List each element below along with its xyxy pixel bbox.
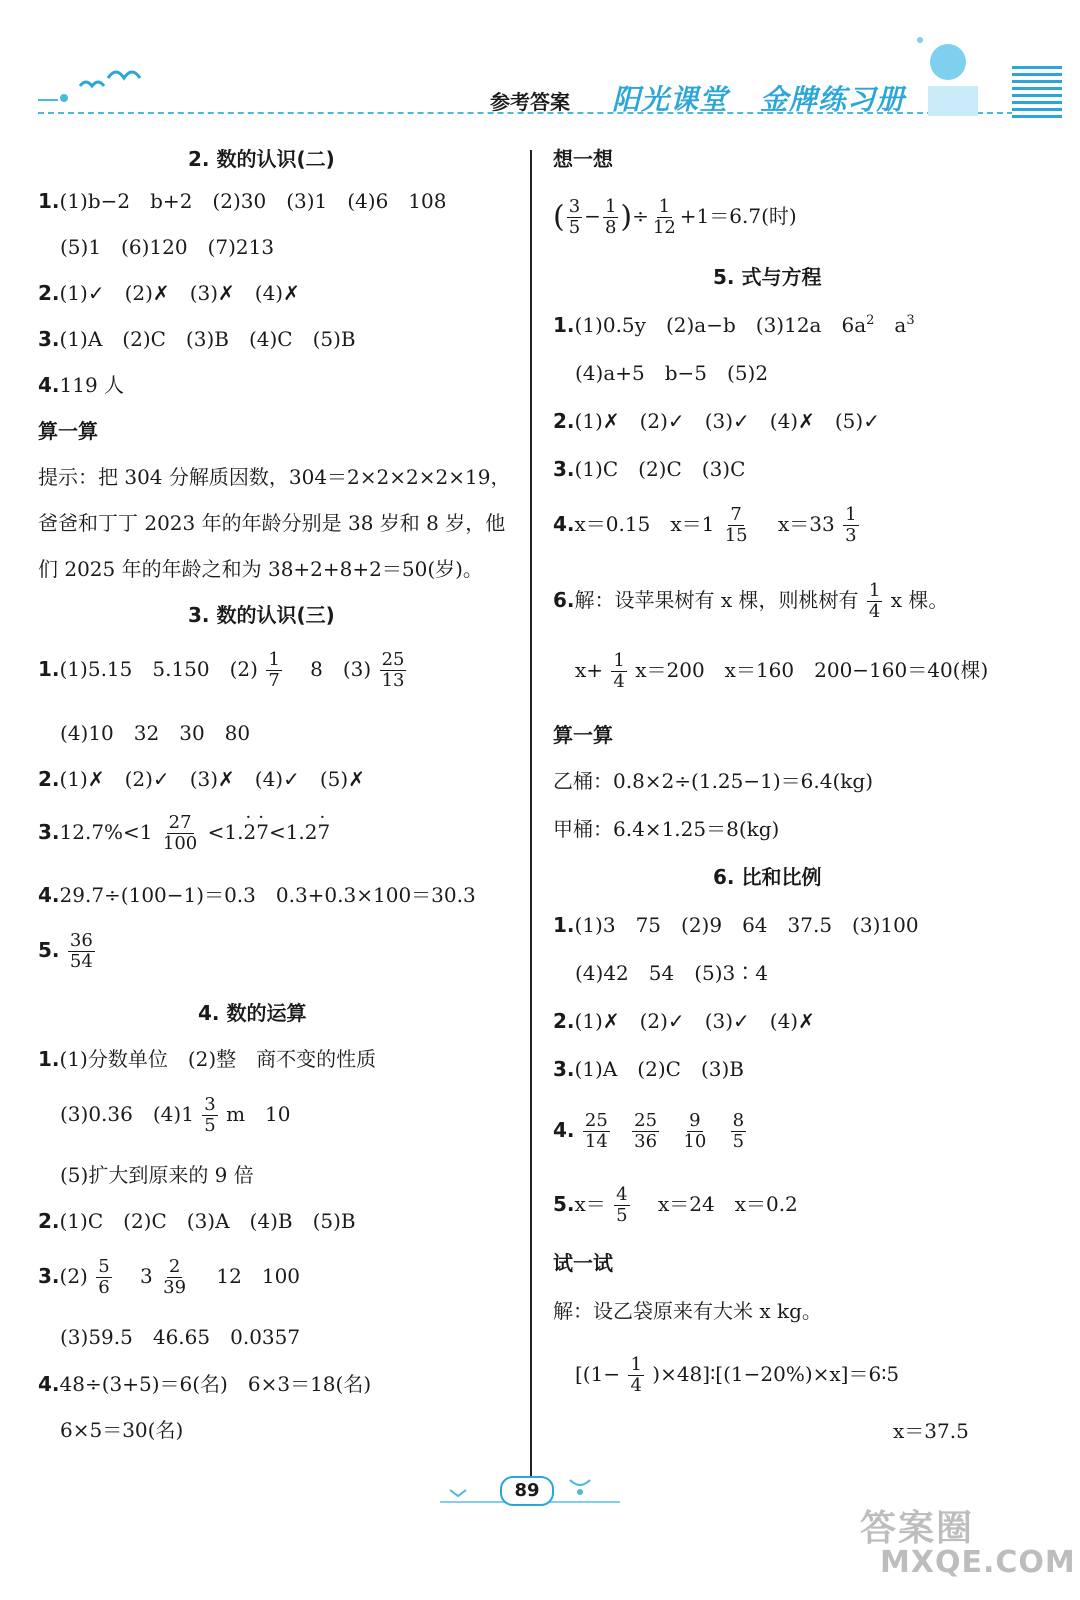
fraction: $\frac{8}{5}$ xyxy=(732,1110,745,1152)
text-line: 爸爸和丁丁 2023 年的年龄分别是 38 岁和 8 岁，他 xyxy=(38,511,506,535)
header-stripes xyxy=(1012,66,1062,122)
fraction: $\frac{2}{39}$ xyxy=(163,1256,187,1298)
answer-line: 6.解：设苹果树有 x 棵，则桃树有 $\frac{1}{4}$ x 棵。 xyxy=(553,580,949,622)
fraction: $\frac{1}{3}$ xyxy=(845,504,857,546)
answer-line: 1.(1)0.5y (2)a−b (3)12a $6a^2$ $a^3$ xyxy=(553,313,915,337)
answer-line: 2.(1)✗ (2)✓ (3)✓ (4)✗ xyxy=(553,1009,815,1033)
fraction: $\frac{4}{5}$ xyxy=(616,1184,628,1226)
answer-line: 1.(1)5.15 5.150 (2) $\frac{1}{7}$ 8 (3) $\frac{25}{13}$ xyxy=(38,649,405,691)
answer-line: 4.48÷(3+5)＝6(名) 6×3＝18(名) xyxy=(38,1372,372,1396)
answer-line: x+ $\frac{1}{4}$ x＝200 x＝160 200−160＝40(棵) xyxy=(575,650,989,692)
answer-line: 3.(1)C (2)C (3)C xyxy=(553,457,746,481)
answer-line: 5. $\frac{36}{54}$ xyxy=(38,930,93,972)
answer-line: 4.29.7÷(100−1)＝0.3 0.3+0.3×100＝30.3 xyxy=(38,883,476,907)
header-label: 参考答案 xyxy=(490,90,570,114)
subsection-title: 算一算 xyxy=(553,723,613,747)
answer-line: 4.x＝0.15 x＝1 $\frac{7}{15}$ x＝33 $\frac{1}{3}$ xyxy=(553,504,857,546)
fraction: $\frac{36}{54}$ xyxy=(69,930,93,972)
answer-line: (4)a+5 b−5 (5)2 xyxy=(575,361,769,385)
answer-line: 6×5＝30(名) xyxy=(60,1418,184,1442)
fraction: $\frac{25}{36}$ xyxy=(634,1110,658,1152)
answer-line: 2.(1)✗ (2)✓ (3)✗ (4)✓ (5)✗ xyxy=(38,767,365,791)
answer-line: (4)10 32 30 80 xyxy=(60,721,251,745)
watermark-url: MXQE.COM xyxy=(880,1545,1076,1580)
section-title: 4. 数的运算 xyxy=(198,1001,307,1025)
fraction: $\frac{5}{6}$ xyxy=(98,1256,110,1298)
fraction: $\frac{1}{12}$ xyxy=(652,196,676,238)
mascot-icon xyxy=(900,30,1000,120)
answer-line: 5.x＝ $\frac{4}{5}$ x＝24 x＝0.2 xyxy=(553,1184,798,1226)
fraction: $\frac{25}{14}$ xyxy=(584,1110,608,1152)
answer-line: 4. $\frac{25}{14}$ $\frac{25}{36}$ $\frac{9}{10}$ $\frac{8}{5}$ xyxy=(553,1110,745,1152)
brand-right: 金牌练习册 xyxy=(760,83,906,116)
brand-left: 阳光课堂 xyxy=(612,83,729,116)
text-line: 提示：把 304 分解质因数，304＝2×2×2×2×19， xyxy=(38,465,511,489)
text-line: 甲桶：6.4×1.25＝8(kg) xyxy=(553,817,780,841)
answer-line: 2.(1)✗ (2)✓ (3)✓ (4)✗ (5)✓ xyxy=(553,409,880,433)
answer-line: [(1− $\frac{1}{4}$ )×48]∶[(1−20%)×x]＝6∶5 xyxy=(575,1354,900,1396)
subsection-title: 算一算 xyxy=(38,419,98,443)
watermark: 答案圈 xyxy=(860,1508,975,1549)
birds-icon xyxy=(38,62,148,112)
answer-line: 3.(1)A (2)C (3)B (4)C (5)B xyxy=(38,327,356,351)
answer-line: (3)0.36 (4)1 $\frac{3}{5}$ m 10 xyxy=(60,1094,291,1136)
text-line: 乙桶：0.8×2÷(1.25−1)＝6.4(kg) xyxy=(553,769,873,793)
fraction: $\frac{7}{15}$ xyxy=(724,504,748,546)
answer-line: (5)扩大到原来的 9 倍 xyxy=(60,1163,254,1187)
text-line: 解：设乙袋原来有大米 x kg。 xyxy=(553,1299,822,1323)
answer-line: 1.(1)分数单位 (2)整 商不变的性质 xyxy=(38,1047,377,1071)
answer-line: (5)1 (6)120 (7)213 xyxy=(60,235,275,259)
fraction: $\frac{1}{4}$ xyxy=(630,1354,642,1396)
section-title: 5. 式与方程 xyxy=(713,265,822,289)
fraction: $\frac{1}{8}$ xyxy=(604,196,617,238)
subsection-title: 想一想 xyxy=(553,147,613,171)
fraction: $\frac{1}{7}$ xyxy=(268,649,280,691)
answer-line: 2.(1)✓ (2)✗ (3)✗ (4)✗ xyxy=(38,281,300,305)
page-header xyxy=(0,0,1080,125)
answer-line: (4)42 54 (5)3∶4 xyxy=(575,961,769,985)
answer-line: 3.12.7%<1 $\frac{27}{100}$ <1.· 2· 7<1.2· 7 xyxy=(38,813,330,854)
answer-line: 4.119 人 xyxy=(38,373,125,397)
section-title: 6. 比和比例 xyxy=(713,865,822,889)
answer-line: (3)59.5 46.65 0.0357 xyxy=(60,1325,301,1349)
answer-line: 1.(1)3 75 (2)9 64 37.5 (3)100 xyxy=(553,913,919,937)
section-title: 2. 数的认识(二) xyxy=(188,147,335,171)
column-divider xyxy=(530,150,532,1480)
answer-line: 3.(1)A (2)C (3)B xyxy=(553,1057,744,1081)
fraction: $\frac{3}{5}$ xyxy=(568,196,581,238)
subsection-title: 试一试 xyxy=(553,1251,613,1275)
answer-line: 3.(2) $\frac{5}{6}$ 3 $\frac{2}{39}$ 12 100 xyxy=(38,1256,301,1298)
answer-line: 2.(1)C (2)C (3)A (4)B (5)B xyxy=(38,1209,356,1233)
fraction: $\frac{3}{5}$ xyxy=(204,1094,216,1136)
answer-line: 1.(1)b−2 b+2 (2)30 (3)1 (4)6 108 xyxy=(38,189,447,213)
fraction: $\frac{1}{4}$ xyxy=(613,650,625,692)
answer-line: ( $\frac{3}{5}$ − $\frac{1}{8}$ )÷ $\frac{1}{12}$ +1＝6.7(时) xyxy=(553,196,797,238)
text-line: 们 2025 年的年龄之和为 38+2+8+2＝50(岁)。 xyxy=(38,557,483,581)
fraction: $\frac{27}{100}$ xyxy=(162,812,198,854)
fraction: $\frac{25}{13}$ xyxy=(381,649,405,691)
fraction: $\frac{9}{10}$ xyxy=(683,1110,707,1152)
answer-line: x＝37.5 xyxy=(893,1419,969,1443)
page-footer xyxy=(430,1470,630,1510)
page-number: 89 xyxy=(500,1476,554,1506)
section-title: 3. 数的认识(三) xyxy=(188,603,335,627)
fraction: $\frac{1}{4}$ xyxy=(868,580,881,622)
